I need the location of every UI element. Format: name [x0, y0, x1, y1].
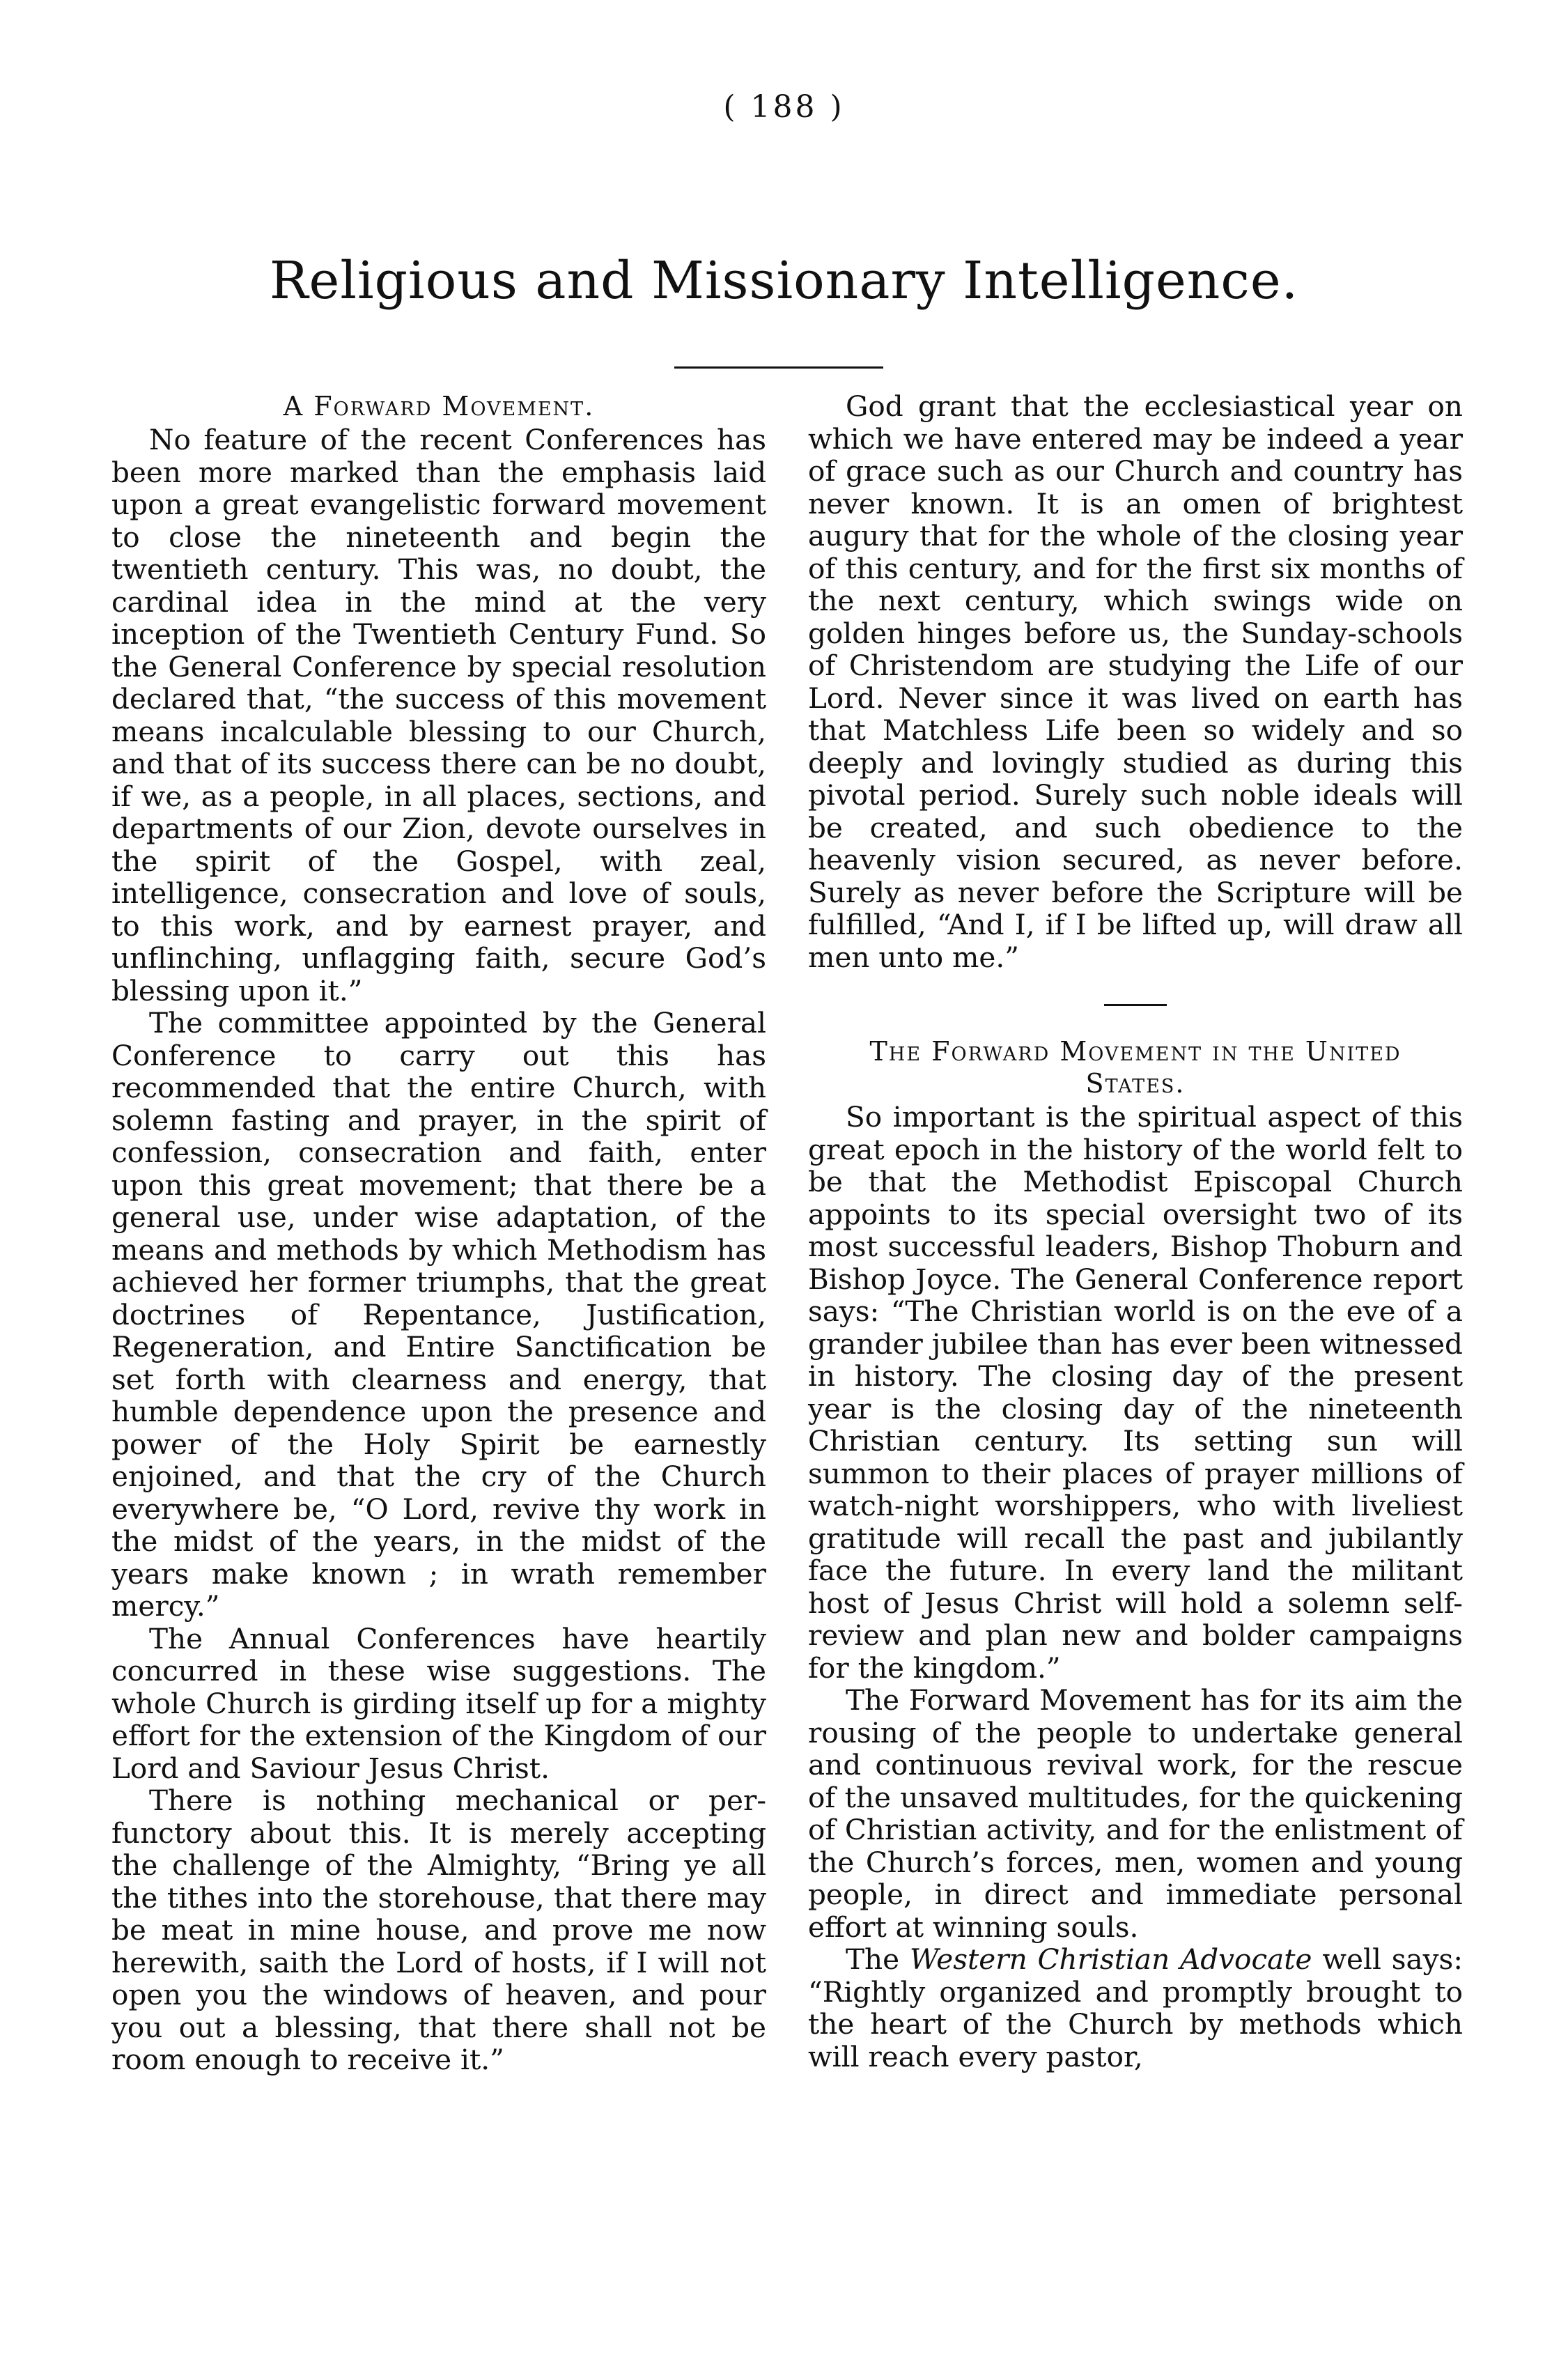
left-column [111, 390, 766, 2076]
paragraph: The committee appointed by the General Conference to carry out this has recommended that the entire Church, with solemn fasting and prayer, in the spirit of confession, consecration and faith, enter upon this great movement; that there be a general use, under wise adaptation, of the means and methods by which Methodism has achieved her former triumphs, that the great doctrines of Repentance, Justification, Regeneration, and Entire Sanctification be set forth with clearness and energy, that humble dependence upon the presence and power of the Holy Spirit be earnestly enjoined, and that the cry of the Church everywhere be, “O Lord, revive thy work in the midst of the years, in the midst of the years make known ; in wrath remember mercy.” [111, 1006, 766, 1623]
section-heading-forward-movement: A Forward Movement. [283, 391, 595, 422]
paragraph: The Annual Conferences have heartily concurred in these wise suggestions. The whole Church is girding itself up for a mighty effort for the extension of the Kingdom of our Lord and Saviour Jesus Christ. [111, 1621, 766, 1785]
publication-title: Western Christian Advocate [909, 1942, 1312, 1976]
section-divider [1104, 1004, 1167, 1006]
text-run: well says: “Rightly organized and promptly brought to the heart of the Church by methods which will reach every pastor, [808, 1942, 1463, 2073]
text-run: The [846, 1942, 910, 1976]
paragraph: No feature of the recent Conferences has been more marked than the emphasis laid upon a great evangelistic forward movement to close the nineteenth and begin the twentieth century. This was, no doubt, the cardinal idea in the mind at the very inception of the Twentieth Century Fund. So the General Conference by special resolution declared that, “the success of this movement means incalculable blessing to our Church, and that of its success there can be no doubt, if we, as a people, in all places, sections, and departments of our Zion, devote ourselves in the spirit of the Gospel, with zeal, intelligence, consecration and love of souls, to this work, and by earnest prayer, and unflinching, unflagging faith, secure God’s blessing upon it.” [111, 423, 766, 1007]
title-divider [674, 366, 883, 369]
paragraph: The Forward Movement has for its aim the rousing of the people to undertake general and continuous revival work, for the rescue of the unsaved multitudes, for the quickening of Christian activity, and for the enlistment of the Church’s forces, men, women and young people, in direct and immediate personal effort at winning souls. [808, 1683, 1463, 1944]
paragraph: There is nothing mechanical or perfunctory about this. It is merely accepting the challenge of the Almighty, “Bring ye all the tithes into the storehouse, that there may be meat in mine house, and prove me now herewith, saith the Lord of hosts, if I will not open you the windows of heaven, and pour you out a blessing, that there shall not be room enough to receive it.” [111, 1784, 766, 2076]
section-heading-forward-movement-us: The Forward Movement in the United States. [869, 1036, 1402, 1099]
page-title: Religious and Missionary Intelligence. [269, 251, 1299, 311]
page-number: ( 188 ) [723, 89, 845, 125]
paragraph: God grant that the ecclesiastical year on which we have entered may be indeed a year of grace such as our Church and country has never known. It is an omen of brightest augury that for the whole of the closing year of this century, and for the first six months of the next century, which swings wide on golden hinges before us, the Sunday-schools of Christendom are studying the Life of our Lord. Never since it was lived on earth has that Matchless Life been so widely and so deeply and lovingly studied as during this pivotal period. Surely such noble ideals will be created, and such obedience to the heavenly vision secured, as never before. Surely as never before the Scripture will be fulfilled, “And I, if I be lifted up, will draw all men unto me.” [808, 389, 1463, 974]
paragraph: So important is the spiritual aspect of this great epoch in the history of the world felt to be that the Methodist Episcopal Church appoints to its special oversight two of its most successful leaders, Bishop Thoburn and Bishop Joyce. The General Conference report says: “The Christian world is on the eve of a grander jubilee than has ever been witnessed in history. The closing day of the present year is the closing day of the nineteenth Christian century. Its setting sun will summon to their places of prayer millions of watch-night worshippers, who with liveliest gratitude will recall the past and jubilantly face the future. In every land the militant host of Jesus Christ will hold a solemn self-review and plan new and bolder campaigns for the kingdom.” [808, 1100, 1463, 1685]
paragraph [808, 1943, 1463, 2073]
right-column [808, 390, 1463, 2073]
